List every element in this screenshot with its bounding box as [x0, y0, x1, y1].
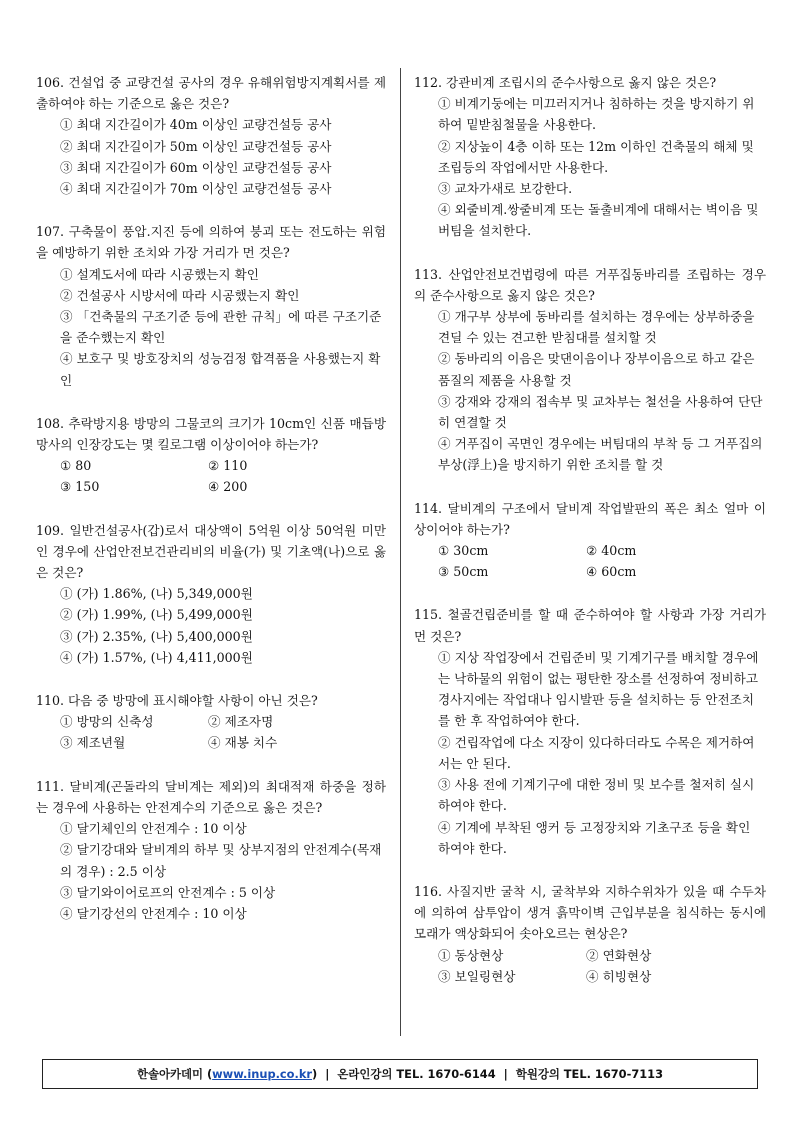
option: ④ 외줄비계.쌍줄비계 또는 돌출비계에 대해서는 벽이음 및 버팀을 설치한다.: [438, 202, 759, 239]
option: ① 설계도서에 따라 시공했는지 확인: [60, 266, 259, 282]
question-stem: 111. 달비계(곤돌라의 달비계는 제외)의 최대적재 하중을 정하는 경우에 사용하는 안전계수의 기준으로 옳은 것은?: [36, 778, 386, 815]
option: ① 최대 지간길이가 40m 이상인 교량건설등 공사: [60, 117, 332, 133]
option: ③ 강재와 강재의 접속부 및 교차부는 철선을 사용하여 단단히 연결할 것: [438, 393, 763, 431]
option-row: [36, 476, 386, 497]
option: ① 달기체인의 안전계수 : 10 이상: [60, 821, 247, 837]
question-stem: 110. 다음 중 방망에 표시해야할 사항이 아닌 것은?: [36, 693, 318, 709]
option: ① 30cm: [438, 543, 489, 559]
option: ③ 보일링현상: [438, 968, 516, 984]
question-108: [36, 413, 386, 498]
option: ② 건립작업에 다소 지장이 있다하더라도 수목은 제거하여서는 안 된다.: [438, 734, 755, 771]
option-row: [36, 455, 386, 476]
question-116: [414, 881, 766, 987]
column-divider: [400, 68, 401, 1036]
option: ② 연화현상: [586, 947, 652, 963]
question-stem: 107. 구축물이 풍압.지진 등에 의하여 붕괴 또는 전도하는 위험을 예방하기 위한 조치와 가장 거리가 먼 것은?: [36, 224, 386, 261]
option: ② 건설공사 시방서에 따라 시공했는지 확인: [60, 287, 300, 303]
footer-academy-close: ): [312, 1067, 318, 1081]
option: ③ (가) 2.35%, (나) 5,400,000원: [60, 628, 253, 644]
question-107: [36, 221, 386, 391]
option: ② (가) 1.99%, (나) 5,499,000원: [60, 607, 253, 623]
option: ③ 달기와이어로프의 안전계수 : 5 이상: [60, 884, 276, 900]
question-111: [36, 776, 386, 924]
option: ④ (가) 1.57%, (나) 4,411,000원: [60, 649, 253, 665]
option: ① 개구부 상부에 동바리를 설치하는 경우에는 상부하중을 견딜 수 있는 견고한 받침대를 설치할 것: [438, 309, 755, 346]
option: ④ 최대 지간길이가 70m 이상인 교량건설등 공사: [60, 181, 332, 197]
question-stem: 113. 산업안전보건법령에 따른 거푸집동바리를 조립하는 경우의 준수사항으로 옳지 않은 것은?: [414, 266, 766, 303]
question-110: [36, 690, 386, 754]
question-stem: 109. 일반건설공사(갑)로서 대상액이 5억원 이상 50억원 미만인 경우에 산업안전보건관리비의 비율(가) 및 기초액(나)으로 옳은 것은?: [36, 522, 386, 581]
question-106: [36, 72, 386, 199]
question-112: [414, 72, 766, 242]
option: ② 동바리의 이음은 맞댄이음이나 장부이음으로 하고 같은 품질의 제품을 사용할 것: [438, 351, 755, 388]
option-row: [414, 966, 766, 987]
option: ② 110: [208, 458, 248, 474]
question-stem: 115. 철골건립준비를 할 때 준수하여야 할 사항과 가장 거리가 먼 것은?: [414, 607, 766, 644]
option: ④ 기계에 부착된 앵커 등 고정장치와 기초구조 등을 확인 하여야 한다.: [438, 819, 751, 856]
footer-online-phone: 온라인강의 TEL. 1670-6144: [337, 1067, 496, 1081]
footer-academy: 한솔아카데미 (: [136, 1067, 213, 1081]
question-stem: 116. 사질지반 굴착 시, 굴착부와 지하수위차가 있을 때 수두차에 의하여 삼투압이 생겨 흙막이벽 근입부분을 침식하는 동시에 모래가 액상화되어 솟아오르는 현상은?: [414, 883, 766, 942]
option: ③ 사용 전에 기계기구에 대한 정비 및 보수를 철저히 실시하여야 한다.: [438, 777, 755, 814]
option-row: [36, 732, 386, 753]
option-row: [414, 561, 766, 582]
option: ③ 교차가새로 보강한다.: [438, 181, 573, 197]
option: ① 80: [60, 458, 92, 474]
option: ② 최대 지간길이가 50m 이상인 교량건설등 공사: [60, 138, 332, 154]
option: ① 동상현상: [438, 947, 504, 963]
option: ③ 제조년월: [60, 735, 126, 751]
option: ③ 50cm: [438, 564, 489, 580]
question-114: [414, 498, 766, 583]
option: ① 비계기둥에는 미끄러지거나 침하하는 것을 방지하기 위하여 밑받침철물을 사용한다.: [438, 96, 755, 133]
question-stem: 108. 추락방지용 방망의 그물코의 크기가 10cm인 신품 매듭방망사의 인장강도는 몇 킬로그램 이상이어야 하는가?: [36, 415, 386, 453]
option: ③ 최대 지간길이가 60m 이상인 교량건설등 공사: [60, 159, 332, 175]
option-row: [414, 945, 766, 966]
option: ④ 60cm: [586, 564, 637, 580]
option: ④ 거푸집이 곡면인 경우에는 버팀대의 부착 등 그 거푸집의 부상(浮上)을 방지하기 위한 조치를 할 것: [438, 436, 763, 473]
option: ③ 150: [60, 479, 100, 495]
option: ④ 달기강선의 안전계수 : 10 이상: [60, 905, 247, 921]
option: ④ 재봉 치수: [208, 735, 278, 751]
question-stem: 106. 건설업 중 교량건설 공사의 경우 유해위험방지계획서를 제출하여야 하는 기준으로 옳은 것은?: [36, 75, 386, 112]
question-stem: 114. 달비계의 구조에서 달비계 작업발판의 폭은 최소 얼마 이상이어야 하는가?: [414, 500, 766, 537]
footer-separator: |: [325, 1067, 330, 1081]
question-stem: 112. 강관비계 조립시의 준수사항으로 옳지 않은 것은?: [414, 75, 717, 90]
option: ④ 보호구 및 방호장치의 성능검정 합격품을 사용했는지 확인: [60, 351, 381, 388]
footer-offline-phone: 학원강의 TEL. 1670-7113: [515, 1067, 664, 1081]
question-115: [414, 604, 766, 858]
footer-bar: [42, 1059, 758, 1089]
footer-url-link[interactable]: www.inup.co.kr: [212, 1067, 313, 1081]
option: ② 지상높이 4층 이하 또는 12m 이하인 건축물의 해체 및 조립등의 작업에서만 사용한다.: [438, 138, 754, 175]
option: ④ 200: [208, 479, 248, 495]
question-113: [414, 264, 766, 476]
option: ③ 「건축물의 구조기준 등에 관한 규칙」에 따른 구조기준을 준수했는지 확인: [60, 309, 382, 346]
question-109: [36, 520, 386, 668]
option: ② 제조자명: [208, 714, 274, 730]
option: ② 40cm: [586, 543, 637, 559]
left-column: [36, 72, 386, 946]
footer-separator: |: [503, 1067, 508, 1081]
option-row: [36, 711, 386, 732]
option: ④ 히빙현상: [586, 968, 652, 984]
option: ② 달기강대와 달비계의 하부 및 상부지점의 안전계수(목재의 경우) : 2.5 이상: [60, 842, 382, 879]
option-row: [414, 540, 766, 561]
option: ① 지상 작업장에서 건립준비 및 기계기구를 배치할 경우에는 낙하물의 위험이 없는 평탄한 장소를 선정하여 정비하고 경사지에는 작업대나 임시발판 등을 설치하는 등 안전조치를 한 후 작업하여야 한다.: [438, 649, 759, 729]
option: ① (가) 1.86%, (나) 5,349,000원: [60, 586, 253, 602]
right-column: [414, 72, 766, 1009]
option: ① 방망의 신축성: [60, 714, 154, 730]
